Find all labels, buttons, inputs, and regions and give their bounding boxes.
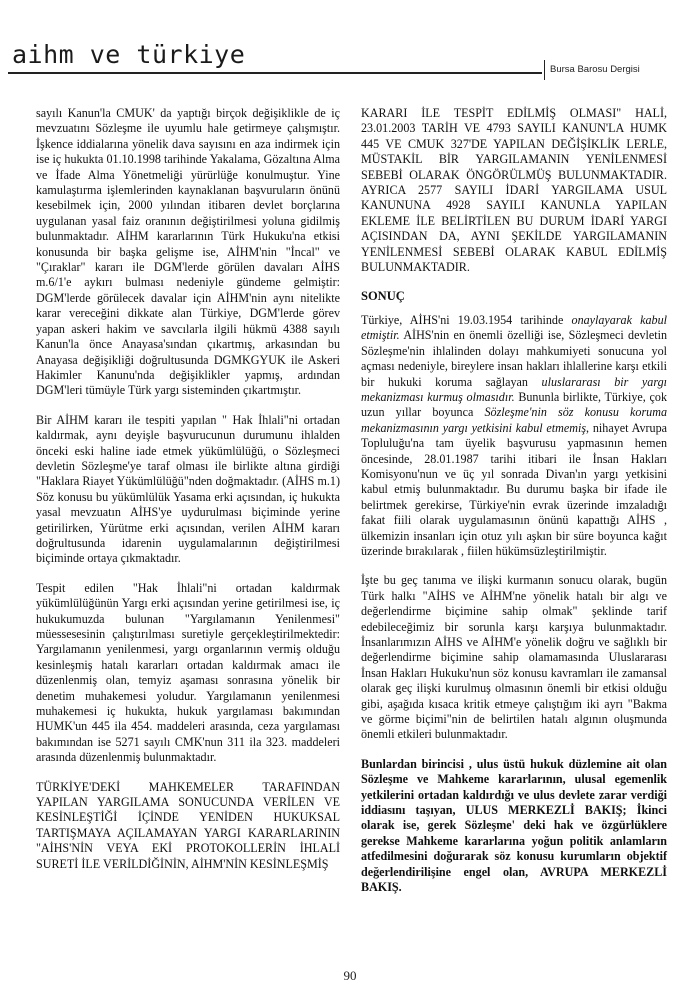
paragraph: sayılı Kanun'la CMUK' da yaptığı birçok değişiklikle de iç mevzuatını Sözleşme ile uyumlu hale getirmeye çalışmıştır. İşkence iddialarına yönelik dava sayısını en aza indirmek için ise iç hukukta 01.10.1998 tarihinde Yakalama, Gözaltına Alma ve İfade Alma Yönetmeliği yürürlüğe konulmuştur. Yine kamulaştırma işlemlerinden kaynaklanan başvuruların önünü kesebilmek için, 2000 yılından itibaren devlet borçlarına uygulanan yasal faiz oranının değiştirilmesi yoluna gidilmiş bulunmaktadır. AİHM kararlarının Türk Hukuku'na etkisi konusunda bir başka gelişme ise, AİHM'nin "İncal" ve "Çıraklar" kararı ile DGM'lerde görülen davaları AİHS m.6/1'e aykırı bulması nedeniyle gündeme gelmiştir: DGM'lerde görülecek davalar için AİHM'nin aynı nitelikte karar vereceğini dikkate alan Türkiye, DGM'lerde görev yapan askeri hakim ve savcılarla ilgili hükmü 4388 sayılı Kanun'la önce Anayasa'sından çıkartmış, arkasından bu Anayasa değişikliği doğrultusunda DGMKGYUK ile Askeri Hakimler Kanunu'nda değişiklikler yapmış, ardından DGM'leri tümüyle Türk yargı sisteminden çıkartmıştır. <box>36 106 340 398</box>
text-run: , nihayet Avrupa Topluluğu'na tam üyelik başvurusu yapmasının hemen öncesinde, 28.01.1987 tarihi itibari ile İnsan Hakları Komisyonu'nun ve üç yıl sonrada Divan'ın yargı yetkisini kabul etmiş bulunmaktadır. Bu durumu başka bir ifade ile belirtmek gerekirse, Türkiye'nin evrak üzerinde imzaladığı fakat fiili olarak uygulamasının önünü kapattığı AİHS , ülkemizin insanları için otuz yılı aşkın bir süre boyunca kağıt üzerinde bırakılarak , fiilen hükümsüzleştirilmiştir. <box>361 420 667 558</box>
caps-paragraph: KARARI İLE TESPİT EDİLMİŞ OLMASI" HALİ, 23.01.2003 TARİH VE 4793 SAYILI KANUN'LA HUMK 445 VE CMUK 327'DE YAPILAN DEĞİŞİKLİK LERLE, MÜSTAKİL BİR YARGILAMANIN YENİLENMESİ SEBEBİ OLARAK ÖNGÖRÜLMÜŞ BULUNMAKTADIR. AYRICA 2577 SAYILI İDARİ YARGILAMA USUL KANUNUNA 4928 SAYILI KANUNLA YAPILAN EKLEME İLE BELİRTİLEN BU DURUM İDARİ YARGI AÇISINDAN DA, AYNI ŞEKİLDE YARGILAMANIN YENİLENMESİ SEBEBİ OLARAK KABUL EDİLMİŞ BULUNMAKTADIR. <box>361 106 667 275</box>
bold-paragraph: Bunlardan birincisi , ulus üstü hukuk düzlemine ait olan Sözleşme ve Mahkeme kararlarının, ulusal egemenlik yetkilerini ortadan kaldırdığı ve ulus devlete zarar verdiği iddiasını taşıyan, ULUS MERKEZLİ BAKIŞ; İkinci olarak ise, gerek Sözleşme' deki hak ve özgürlüklere gerekse Mahkeme kararlarına yoğun politik anlamların atfedilmesini doğurarak söz konusu kurumların objektif değerlendirilişine engel olan, AVRUPA MERKEZLİ BAKIŞ. <box>361 756 667 895</box>
right-column <box>361 106 667 910</box>
text-run: Bununla birlikte, Türkiye, çok uzun yıllar boyunca <box>361 389 667 420</box>
journal-name: Bursa Barosu Dergisi <box>550 64 640 75</box>
italic-run: uluslararası bir yargı mekanizması kurmuş olmasıdır. <box>361 374 667 404</box>
paragraph <box>361 313 667 560</box>
text-run: Türkiye, AİHS'ni 19.03.1954 tarihinde <box>361 312 572 327</box>
italic-run: Sözleşme'nin söz konusu koruma mekanizmasının yargı yetkisini kabul etmemiş <box>361 405 667 435</box>
text-run: AİHS'nin en önemli özelliği ise, Sözleşmeci devletin Sözleşme'nin ihlalinden dolayı mahkumiyeti sonucuna yol açması nedeniyle, bireylere insan hakları ihlallerine karşı etkili bir hukuki koruma sağlayan <box>361 328 667 389</box>
paragraph: Tespit edilen "Hak İhlali"ni ortadan kaldırmak yükümlülüğünün Yargı erki açısından yerine getirilmesi ise, iç hukukumuzda bulunan "Yargılamanın Yenilenmesi" müessesesinin çalıştırılması suretiyle gerçekleştirilmektedir: Yargılamanın yenilenmesi, yargı organlarının vermiş olduğu kesinleşmiş hatalı kararları ortadan kaldırmak amacı ile düzenlenmiş olan, temyiz aşaması sonrasına yönelik bir denetim muhakemesi yoludur. Yargılamanın yenilenmesi muhakemesi iç hukukta, hukuk yargılaması bakımından HUMK'un 445 ila 454. maddeleri arasında, ceza yargılaması bakımından ise 5271 sayılı CMK'nun 311 ila 323. maddeleri arasında düzenlenmiş bulunmaktadır. <box>36 580 340 765</box>
header-divider <box>544 60 545 80</box>
italic-run: onaylayarak kabul etmiştir. <box>361 312 667 343</box>
paragraph: Bir AİHM kararı ile tespiti yapılan " Hak İhlali"ni ortadan kaldırmak, aynı deyişle başvurucunun durumunu ihlalden önceki eski haline iade etmek yükümlülüğü, o Sözleşmeci devletin Sözleşme'ye taraf olması ile birlikte altına girdiği "Haklara Riayet Yükümlülüğü"nden doğmaktadır. (AİHS m.1) Söz konusu bu yükümlülük Yasama erki açısından, iç hukukta yasal mevzuatın AİHS'ye uydurulması biçiminde yerine getirilirken, Yürütme erki açısından, verilen AİHM kararı doğrultusunda idarenin uygulamalarının değiştirilmesi biçiminde ortaya çıkmaktadır. <box>36 412 340 566</box>
page-header <box>0 0 700 86</box>
paragraph: İşte bu geç tanıma ve ilişki kurmanın sonucu olarak, bugün Türk halkı "AİHS ve AİHM'ne yönelik hatalı bir algı ve değerlendirme biçimine sahip olmak" şeklinde tarif edebileceğimiz bir sorunla karşı karşıya bulunmaktadır. İnsanlarımızın AİHS ve AİHM'e yönelik doğru ve sağlıklı bir değerlendirme biçimine sahip olamamasında Uluslararası İnsan Hakları Hukuku'nun söz konusu kavramları ile zamansal olarak geç ilişki kurulmuş olmasının önemli bir etkisi olduğu gibi, aşağıda kısaca kritik etmeye çalıştığım iki ayrı "Bakma ve görme biçimi"nin de belirtilen hatalı algının oluşmunda önemli etkileri bulunmaktadır. <box>361 573 667 742</box>
caps-paragraph: TÜRKİYE'DEKİ MAHKEMELER TARAFINDAN YAPILAN YARGILAMA SONUCUNDA VERİLEN VE KESİNLEŞTİĞİ İÇİNDE YENİDEN HUKUKSAL TARTIŞMAYA AÇILAMAYAN YARGI KARARLARININ "AİHS'NİN VEYA EKİ PROTOKOLLERİN İHLALİ SURETİ İLE VERİLDİĞİNİN, AİHM'NİN KESİNLEŞMİŞ <box>36 779 340 871</box>
left-column <box>36 106 340 886</box>
header-rule <box>8 72 542 74</box>
section-heading: SONUÇ <box>361 289 405 304</box>
section-title: aihm ve türkiye <box>12 40 246 69</box>
page-number: 90 <box>343 968 357 983</box>
